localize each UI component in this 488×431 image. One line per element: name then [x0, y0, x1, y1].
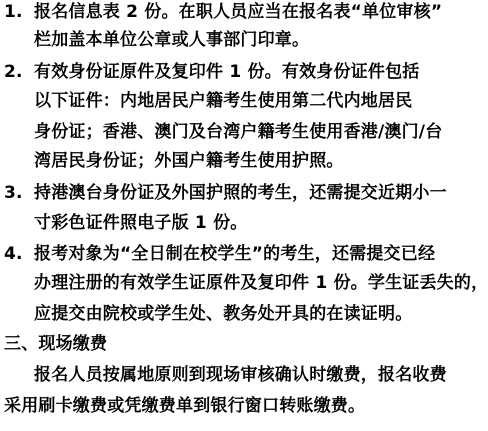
item-2-number: 2. — [4, 62, 23, 82]
section-line-1 — [34, 365, 447, 385]
item-4-text-2: 办理注册的有效学生证原件及复印件 1 份。学生证丢失的， — [34, 273, 488, 293]
item-3-line-2 — [34, 213, 247, 233]
item-4-text-3: 应提交由院校或学生处、教务处开具的在读证明。 — [34, 304, 413, 324]
item-1-text-1: 报名信息表 2 份。在职人员应当在报名表“单位审核” — [34, 2, 443, 22]
item-3-number: 3. — [4, 183, 23, 203]
item-2-text-1: 有效身份证原件及复印件 1 份。有效身份证件包括 — [34, 62, 420, 82]
item-2-line-2 — [34, 91, 412, 111]
item-3-text-1: 持港澳台身份证及外国护照的考生，还需提交近期小一 — [34, 183, 447, 203]
item-2-text-3: 身份证；香港、澳门及台湾户籍考生使用香港/澳门/台 — [34, 122, 443, 142]
item-1-text-2: 栏加盖本单位公章或人事部门印章。 — [34, 30, 310, 50]
section-text-2: 采用刷卡缴费或凭缴费单到银行窗口转账缴费。 — [4, 396, 366, 416]
item-1-number: 1. — [4, 2, 23, 22]
section-text-1: 报名人员按属地原则到现场审核确认时缴费，报名收费 — [34, 365, 447, 385]
item-2-line-3 — [34, 122, 442, 142]
item-2-line-1 — [4, 62, 419, 82]
item-4-text-1: 报考对象为“全日制在校学生”的考生，还需提交已经 — [34, 244, 436, 264]
section-line-2 — [4, 396, 365, 416]
item-2-text-2: 以下证件：内地居民户籍考生使用第二代内地居民 — [34, 91, 413, 111]
item-3-line-1 — [4, 183, 447, 203]
item-2-text-4: 湾居民身份证；外国户籍考生使用护照。 — [34, 151, 344, 171]
item-1-line-1 — [4, 2, 442, 22]
section-heading: 三、现场缴费 — [4, 334, 108, 354]
item-4-number: 4. — [4, 244, 23, 264]
item-2-line-4 — [34, 151, 344, 171]
item-3-text-2: 寸彩色证件照电子版 1 份。 — [34, 213, 248, 233]
item-1-line-2 — [34, 30, 309, 50]
item-4-line-1 — [4, 244, 435, 264]
item-4-line-2 — [34, 273, 488, 293]
item-4-line-3 — [34, 304, 412, 324]
